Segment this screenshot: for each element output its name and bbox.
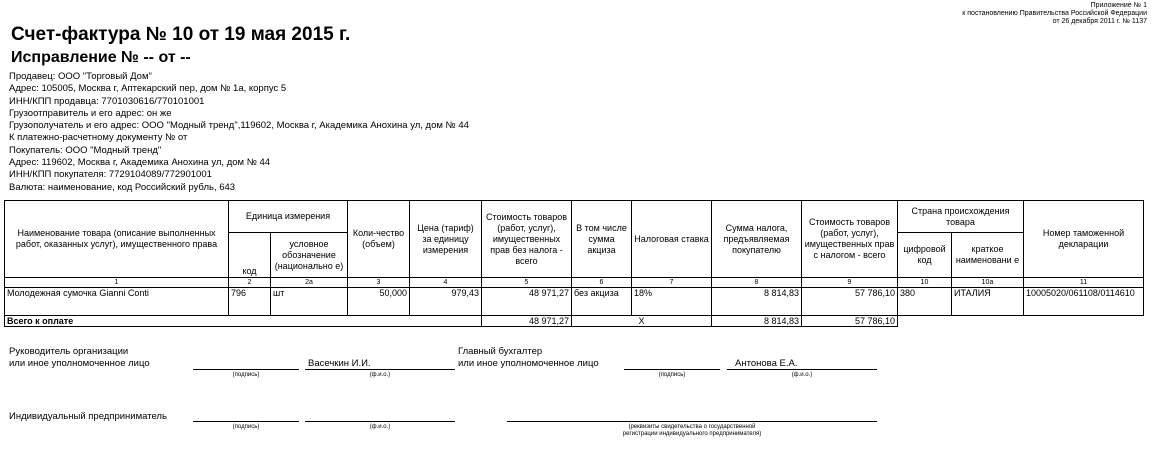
col-number: 10: [898, 278, 952, 288]
accountant-signature-line: [624, 369, 720, 370]
cell-qty: 50,000: [348, 288, 410, 316]
head-signature-caption: (подпись): [232, 372, 260, 378]
entrepreneur-signature-caption: (подпись): [232, 424, 260, 430]
col-header-price: Цена (тариф) за единицу измерения: [410, 201, 482, 278]
appendix-line-2: к постановлению Правительства Российской Федерации: [962, 10, 1147, 17]
correction-title: Исправление № -- от --: [11, 49, 191, 66]
head-fio-caption: (ф.и.о.): [369, 372, 391, 378]
col-header-name: Наименование товара (описание выполненных работ, оказанных услуг), имущественного права: [5, 201, 229, 278]
col-number: 9: [802, 278, 898, 288]
col-header-customs: Номер таможенной декларации: [1024, 201, 1144, 278]
accountant-label-line-2: или иное уполномоченное лицо: [458, 358, 599, 369]
total-cost-no-tax: 48 971,27: [482, 316, 572, 327]
entrepreneur-requisites-line: [507, 421, 877, 422]
col-header-rate: Налоговая ставка: [632, 201, 712, 278]
total-row: [5, 316, 1144, 327]
buyer-inn-line: ИНН/КПП покупателя: 7729104089/772901001: [9, 169, 212, 181]
head-fio-line: [305, 369, 455, 370]
shipper-line: Грузоотправитель и его адрес: он же: [9, 107, 172, 119]
col-number: 2: [229, 278, 271, 288]
total-label: Всего к оплате: [5, 316, 482, 327]
appendix-line-1: Приложение № 1: [1090, 2, 1147, 9]
total-excise: X: [572, 316, 712, 327]
col-number: 6: [572, 278, 632, 288]
cell-country-code: 380: [898, 288, 952, 316]
cell-cost-no-tax: 48 971,27: [482, 288, 572, 316]
total-cost-with-tax: 57 786,10: [802, 316, 898, 327]
col-header-country: Страна происхождения товара: [898, 201, 1024, 233]
col-number: 2а: [271, 278, 348, 288]
invoice-title: Счет-фактура № 10 от 19 мая 2015 г.: [11, 24, 351, 45]
invoice-header: [9, 71, 469, 194]
appendix-note: [847, 2, 1147, 26]
entrepreneur-signature-line: [193, 421, 299, 422]
entrepreneur-label: Индивидуальный предприниматель: [9, 411, 167, 422]
currency-line: Валюта: наименование, код Российский рубль, 643: [9, 181, 236, 193]
buyer-address-line: Адрес: 119602, Москва г, Академика Анохина ул, дом № 44: [9, 157, 271, 169]
cell-price: 979,43: [410, 288, 482, 316]
accountant-label: [458, 346, 599, 370]
entrepreneur-fio-caption: (ф.и.о.): [369, 424, 391, 430]
consignee-line: Грузополучатель и его адрес: ООО "Модный тренд",119602, Москва г, Академика Анохина ул, дом № 44: [9, 120, 469, 132]
col-header-excise: В том числе сумма акциза: [572, 201, 632, 278]
col-number: 8: [712, 278, 802, 288]
cell-country-name: ИТАЛИЯ: [952, 288, 1024, 316]
accountant-fio-line: [727, 369, 877, 370]
seller-inn-line: ИНН/КПП продавца: 7701030616/770101001: [9, 95, 205, 107]
col-number: 11: [1024, 278, 1144, 288]
head-label-line-1: Руководитель организации: [9, 346, 129, 357]
cell-rate: 18%: [632, 288, 712, 316]
cell-name: Молодежная сумочка Gianni Conti: [5, 288, 229, 316]
accountant-label-line-1: Главный бухгалтер: [458, 346, 543, 357]
col-header-unit-code: код: [229, 233, 271, 278]
col-header-unit-name: условное обозначение (национально е): [271, 233, 348, 278]
column-numbers-row: [5, 278, 1144, 288]
head-name: Васечкин И.И.: [308, 358, 371, 369]
seller-line: Продавец: ООО "Торговый Дом": [9, 71, 152, 82]
col-header-cost-with-tax: Стоимость товаров (работ, услуг), имущественных прав с налогом - всего: [802, 201, 898, 278]
requisites-caption-line-1: (реквизиты свидетельства о государственной: [628, 424, 756, 430]
col-number: 3: [348, 278, 410, 288]
col-header-unit: Единица измерения: [229, 201, 348, 233]
cell-unit-code: 796: [229, 288, 271, 316]
col-header-tax-sum: Сумма налога, предъявляемая покупателю: [712, 201, 802, 278]
entrepreneur-fio-line: [305, 421, 455, 422]
col-number: 7: [632, 278, 712, 288]
requisites-caption-line-2: регистрации индивидуального предпринимателя): [622, 431, 762, 437]
accountant-name: Антонова Е.А.: [735, 358, 798, 369]
col-number: 4: [410, 278, 482, 288]
payment-doc-line: К платежно-расчетному документу № от: [9, 132, 188, 144]
cell-tax-sum: 8 814,83: [712, 288, 802, 316]
col-header-country-code: цифровой код: [898, 233, 952, 278]
col-header-cost-no-tax: Стоимость товаров (работ, услуг), имущественных прав без налога - всего: [482, 201, 572, 278]
accountant-fio-caption: (ф.и.о.): [791, 372, 813, 378]
cell-cost-with-tax: 57 786,10: [802, 288, 898, 316]
entrepreneur-requisites-caption: [507, 424, 877, 438]
cell-unit-name: шт: [271, 288, 348, 316]
cell-excise: без акциза: [572, 288, 632, 316]
col-number: 5: [482, 278, 572, 288]
appendix-line-3: от 26 декабря 2011 г. № 1137: [1052, 18, 1147, 25]
cell-customs: 10005020/061108/0114610: [1024, 288, 1144, 316]
col-number: 10а: [952, 278, 1024, 288]
head-label: [9, 346, 150, 370]
col-number: 1: [5, 278, 229, 288]
head-signature-line: [193, 369, 299, 370]
total-tax-sum: 8 814,83: [712, 316, 802, 327]
table-row: [5, 288, 1144, 316]
invoice-table: [4, 200, 1144, 327]
col-header-qty: Коли-чество (объем): [348, 201, 410, 278]
head-label-line-2: или иное уполномоченное лицо: [9, 358, 150, 369]
seller-address-line: Адрес: 105005, Москва г, Аптекарский пер, дом № 1а, корпус 5: [9, 83, 287, 95]
buyer-line: Покупатель: ООО "Модный тренд": [9, 144, 162, 156]
accountant-signature-caption: (подпись): [658, 372, 686, 378]
col-header-country-name: краткое наименовани е: [952, 233, 1024, 278]
